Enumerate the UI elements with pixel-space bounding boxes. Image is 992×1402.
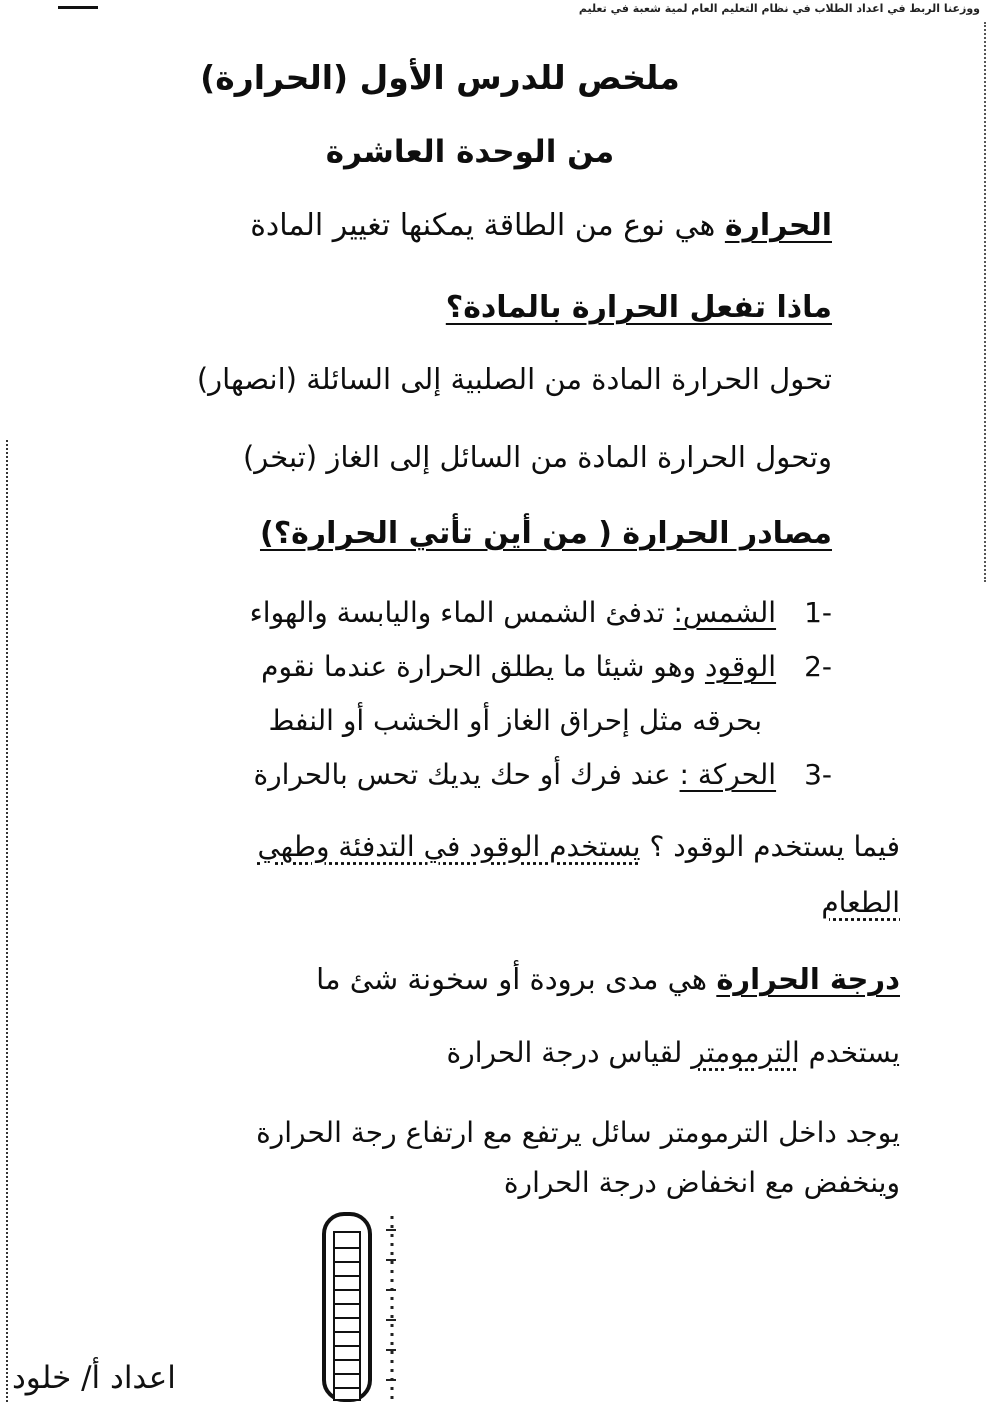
- source-item-sun: [250, 596, 832, 629]
- fuel-term: الوقود: [704, 650, 777, 683]
- top-corner-mark: [58, 0, 98, 9]
- heat-definition-text: هي نوع من الطاقة يمكنها تغيير المادة: [250, 208, 725, 243]
- thermometer-fall-line: وينخفض مع انخفاض درجة الحرارة: [503, 1166, 900, 1199]
- fuel-use-line: [257, 830, 900, 863]
- heat-term: الحرارة: [724, 208, 832, 243]
- heat-definition: [250, 208, 832, 243]
- lesson-title: ملخص للدرس الأول (الحرارة): [200, 58, 680, 97]
- item-number: -3: [804, 758, 832, 791]
- fuel-use-question: فيما يستخدم الوقود ؟: [640, 830, 900, 863]
- temperature-definition-text: هي مدى برودة أو سخونة شئ ما: [316, 962, 717, 996]
- left-cut-line: [6, 440, 8, 1402]
- heat-sources-heading: مصادر الحرارة ( من أين تأتي الحرارة؟): [259, 516, 832, 551]
- fuel-use-answer-continued: الطعام: [821, 886, 900, 919]
- source-item-motion: [253, 758, 832, 791]
- author-credit: اعداد أ/ خلود: [12, 1360, 176, 1396]
- fuel-text: وهو شيئا ما يطلق الحرارة عندما نقوم: [261, 650, 705, 683]
- what-heat-does-heading: ماذا تفعل الحرارة بالمادة؟: [445, 290, 832, 325]
- source-item-fuel: [261, 650, 832, 683]
- motion-term: الحركة :: [679, 758, 777, 791]
- sun-term: الشمس:: [673, 596, 777, 629]
- thermometer-use-pre: يستخدم: [799, 1036, 900, 1069]
- thermometer-term: الترمومتر: [691, 1036, 800, 1069]
- thermometer-use-line: [447, 1036, 900, 1069]
- temperature-term: درجة الحرارة: [716, 962, 900, 996]
- temperature-definition: [316, 962, 900, 996]
- motion-text: عند فرك أو حك يديك تحس بالحرارة: [253, 758, 680, 791]
- thermometer-rise-line: يوجد داخل الترمومتر سائل يرتفع مع ارتفاع رجة الحرارة: [256, 1116, 900, 1149]
- thermometer-use-post: لقياس درجة الحرارة: [446, 1036, 692, 1069]
- item-number: -2: [804, 650, 832, 683]
- right-cut-line: [984, 22, 986, 582]
- unit-title: من الوحدة العاشرة: [325, 134, 615, 170]
- thermometer-icon: [316, 1210, 416, 1402]
- melting-line: تحول الحرارة المادة من الصلبية إلى السائلة (انصهار): [196, 362, 832, 396]
- fuel-use-answer: يستخدم الوقود في التدفئة وطهي: [257, 830, 641, 863]
- item-number: -1: [804, 596, 832, 629]
- evaporation-line: وتحول الحرارة المادة من السائل إلى الغاز (تبخر): [242, 440, 832, 474]
- top-header-note: ووزعنا الربط في اعداد الطلاب في نظام التعليم العام لمية شعبة في تعليم: [578, 2, 980, 15]
- fuel-text-continued: بحرقه مثل إحراق الغاز أو الخشب أو النفط: [268, 704, 762, 737]
- sun-text: تدفئ الشمس الماء واليابسة والهواء: [249, 596, 674, 629]
